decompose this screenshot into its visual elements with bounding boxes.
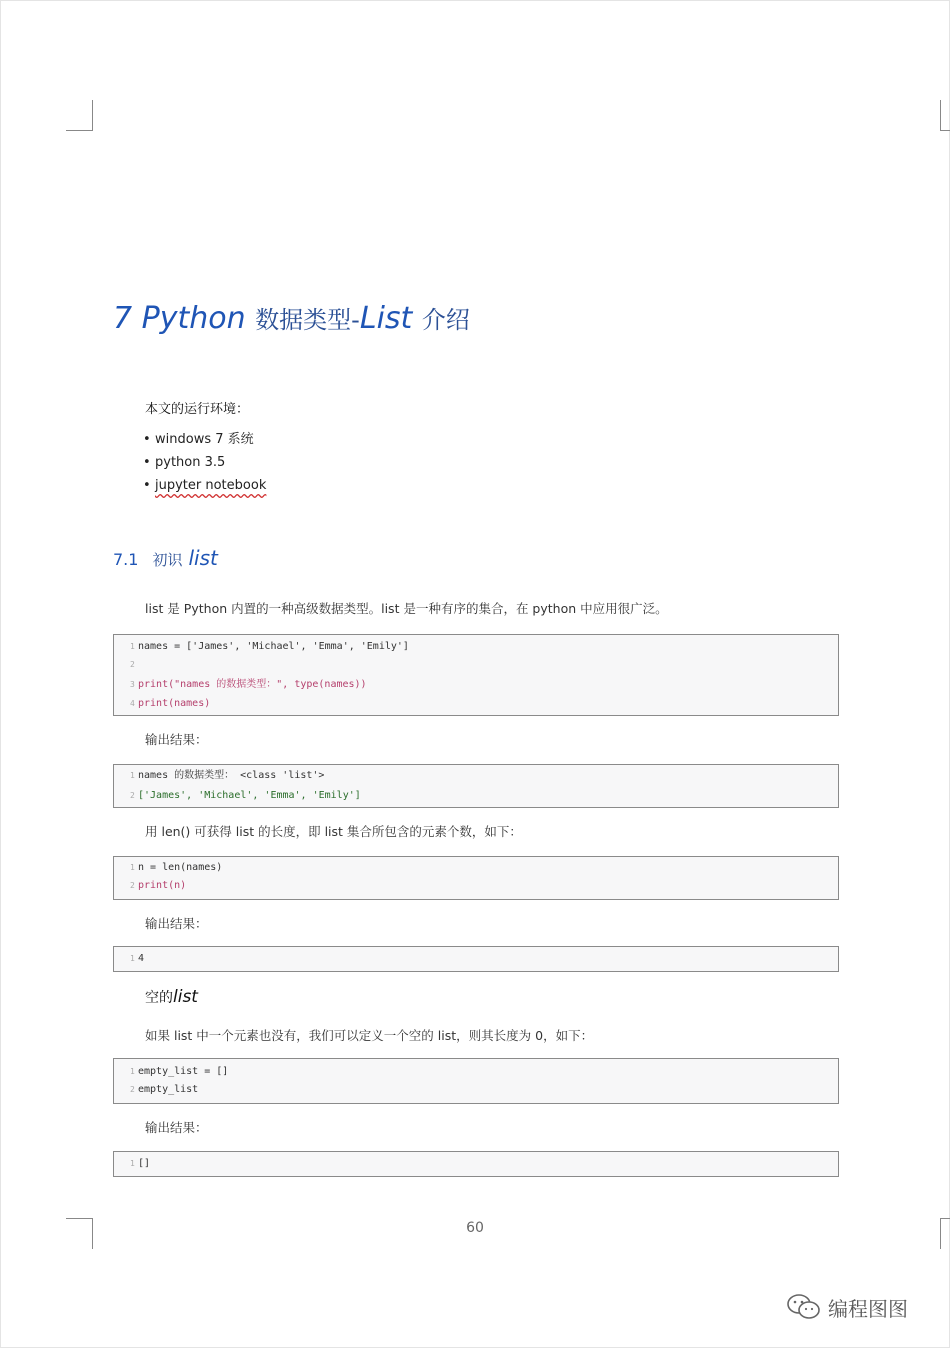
chapter-title-en: Python: [141, 301, 246, 336]
code-line: 3 print("names 的数据类型：", type(names)): [130, 679, 367, 690]
subsection-title: [145, 987, 198, 1007]
chapter-title: [113, 300, 470, 336]
code-block-output-1: [113, 764, 839, 808]
chapter-title-cn: 数据类型-: [255, 306, 360, 334]
section-title-cn: 初识: [152, 551, 183, 569]
code-block-names: [113, 634, 839, 716]
len-paragraph: 用 len() 可获得 list 的长度，即 list 集合所包含的元素个数，如下：: [145, 824, 522, 839]
code-line: 1 n = len(names): [130, 862, 223, 873]
watermark-text: 编程图图: [828, 1296, 908, 1321]
code-line: 2 ['James', 'Michael', 'Emma', 'Emily']: [130, 790, 361, 801]
output-label: 输出结果：: [145, 916, 208, 931]
chapter-title-list: List: [359, 301, 413, 336]
list-item: • windows 7 系统: [143, 428, 266, 451]
code-line: 2: [130, 660, 135, 669]
code-line: 1 names = ['James', 'Michael', 'Emma', 'Emily']: [130, 641, 409, 652]
list-item: • python 3.5: [143, 451, 266, 474]
code-line: 1 empty_list = []: [130, 1066, 229, 1077]
output-label: 输出结果：: [145, 732, 208, 747]
subsection-title-en: list: [173, 987, 198, 1007]
crop-mark-top-left: [66, 100, 93, 131]
intro-paragraph: list 是 Python 内置的一种高级数据类型。list 是一种有序的集合，在 python 中应用很广泛。: [145, 601, 668, 616]
page-number: 60: [466, 1220, 484, 1236]
section-title: [113, 546, 218, 570]
bullet-icon: •: [143, 478, 151, 493]
code-line: 2 print(n): [130, 880, 187, 891]
environment-heading: 本文的运行环境：: [145, 402, 250, 417]
code-line: 1 names 的数据类型： <class 'list'>: [130, 770, 325, 781]
section-title-en: list: [188, 546, 218, 570]
list-item: • jupyter notebook: [143, 474, 266, 497]
watermark: [786, 1292, 908, 1322]
code-block-output-3: [113, 1151, 839, 1177]
subsection-title-cn: 空的: [145, 990, 173, 1006]
environment-list: [143, 428, 266, 497]
code-block-len: [113, 856, 839, 900]
bullet-icon: •: [143, 432, 151, 447]
crop-mark-top-right: [940, 100, 950, 131]
chapter-title-cn-2: 介绍: [421, 306, 470, 334]
empty-list-paragraph: 如果 list 中一个元素也没有，我们可以定义一个空的 list，则其长度为 0，如下：: [145, 1028, 594, 1043]
bullet-icon: •: [143, 455, 151, 470]
code-line: 1 4: [130, 953, 145, 964]
wechat-icon: [786, 1293, 822, 1321]
code-block-output-2: [113, 946, 839, 972]
code-line: 4 print(names): [130, 698, 211, 709]
code-line: 1 []: [130, 1158, 151, 1169]
code-block-empty: [113, 1058, 839, 1104]
chapter-number: 7: [113, 301, 133, 336]
section-number: 7.1: [113, 550, 139, 569]
code-line: 2 empty_list: [130, 1084, 199, 1095]
output-label: 输出结果：: [145, 1120, 208, 1135]
